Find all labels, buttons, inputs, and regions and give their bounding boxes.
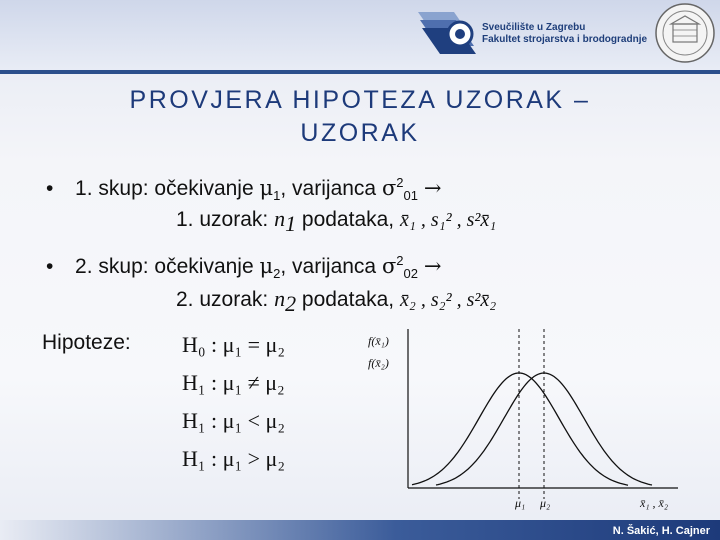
hypothesis-h1-not-equal: H₁ : μ₁ ≠ μ₂ <box>182 370 285 395</box>
mu1-label: μ₁ <box>515 496 526 510</box>
bullet-marker: • <box>46 255 54 278</box>
n-symbol: n <box>274 206 286 231</box>
variance-text: , varijanca <box>280 255 382 278</box>
y-label-1: f(x̄₁) <box>368 334 389 348</box>
university-name: Sveučilište u Zagrebu <box>482 22 586 33</box>
sigma-symbol: σ <box>381 176 397 200</box>
title-line-2: UZORAK <box>300 119 420 147</box>
density-curve-1 <box>412 373 628 485</box>
set-2-text: 2. skup: očekivanje <box>75 255 260 278</box>
hypothesis-h0: H₀ : μ₁ = μ₂ <box>182 332 286 357</box>
bullet-1-line <box>46 170 441 209</box>
sample-2-stats: x̄₂ , s₂² , s²x̄₂ <box>400 289 497 311</box>
mu-symbol: μ <box>259 254 274 278</box>
faculty-logo-icon <box>416 8 482 64</box>
sigma-superscript: 2 <box>396 175 404 190</box>
footer-authors: N. Šakić, H. Cajner <box>612 525 710 537</box>
mu-subscript: 1 <box>273 188 281 204</box>
data-count-text: podataka, <box>296 208 395 231</box>
hypothesis-h1-greater: H₁ : μ₁ > μ₂ <box>182 446 286 471</box>
arrow-icon: → <box>423 254 442 278</box>
bullet-marker: • <box>46 177 54 200</box>
n-symbol: n <box>274 286 286 311</box>
hypothesis-h1-less: H₁ : μ₁ < μ₂ <box>182 408 286 433</box>
sample-1-stats: x̄₁ , s₁² , s²x̄₁ <box>400 209 497 231</box>
sample-2-text: 2. uzorak: <box>176 288 275 311</box>
footer-band <box>0 520 720 540</box>
x-axis-label: x̄₁ , x̄₂ <box>640 496 668 510</box>
sample-1-text: 1. uzorak: <box>176 208 275 231</box>
sample-1-line <box>176 206 496 237</box>
mu-subscript: 2 <box>273 266 281 282</box>
sigma-superscript: 2 <box>396 253 404 268</box>
bullet-2-line <box>46 248 441 287</box>
sample-2-line <box>176 286 496 317</box>
sigma-subscript: 02 <box>403 266 419 282</box>
n-subscript: 1 <box>285 211 297 237</box>
slide-title <box>40 84 680 150</box>
mu2-label: μ₂ <box>540 496 551 510</box>
header-rule <box>0 70 720 74</box>
university-seal-icon <box>654 2 716 64</box>
title-line-1: PROVJERA HIPOTEZA UZORAK – <box>129 86 591 114</box>
mu-symbol: μ <box>259 176 274 200</box>
n-subscript: 2 <box>285 291 297 317</box>
y-label-2: f(x̄₂) <box>368 356 389 370</box>
sigma-symbol: σ <box>381 254 397 278</box>
distribution-graph <box>360 325 690 515</box>
hypotheses-label: Hipoteze: <box>42 331 131 354</box>
set-1-text: 1. skup: očekivanje <box>75 177 260 200</box>
variance-text: , varijanca <box>280 177 382 200</box>
data-count-text: podataka, <box>296 288 395 311</box>
faculty-name: Fakultet strojarstva i brodogradnje <box>482 34 648 45</box>
institution-name <box>482 22 647 46</box>
sigma-subscript: 01 <box>403 188 419 204</box>
arrow-icon: → <box>423 176 442 200</box>
